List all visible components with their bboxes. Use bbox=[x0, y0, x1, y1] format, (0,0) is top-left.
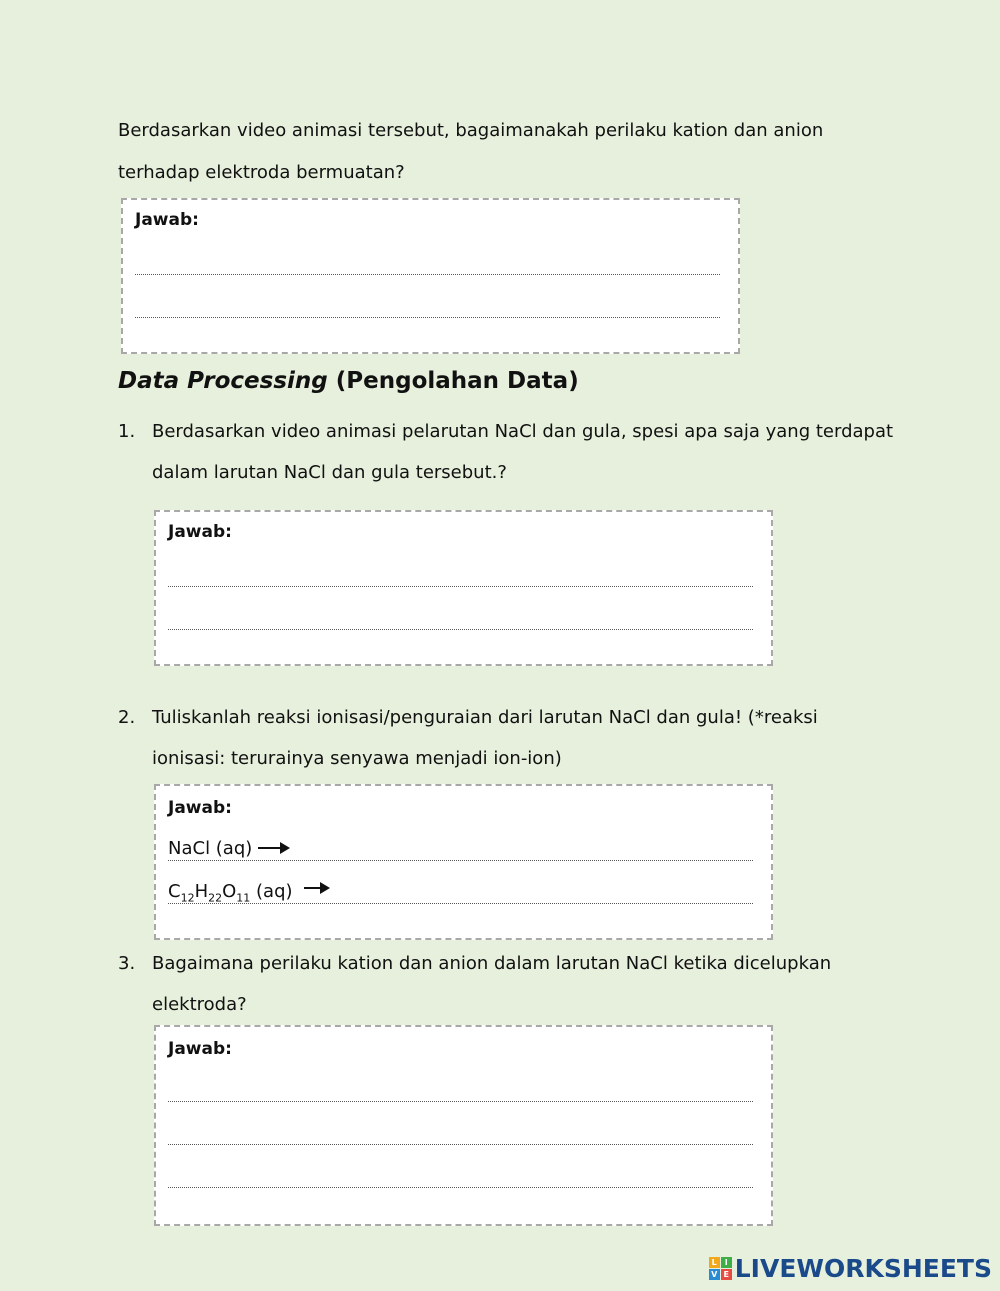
section-title-italic: Data Processing bbox=[118, 368, 328, 394]
section-title bbox=[118, 368, 579, 394]
question-3-answer-box bbox=[154, 1025, 773, 1226]
answer-line bbox=[135, 317, 720, 318]
answer-line bbox=[168, 903, 753, 904]
oxygen-subscript: 11 bbox=[236, 891, 251, 905]
answer-label: Jawab: bbox=[135, 210, 199, 230]
answer-line bbox=[168, 629, 753, 630]
carbon-symbol: C bbox=[168, 881, 181, 902]
hydrogen-subscript: 22 bbox=[208, 891, 223, 905]
question-3-line-2: elektroda? bbox=[152, 994, 247, 1015]
hydrogen-symbol: H bbox=[194, 881, 209, 902]
liveworksheets-logo bbox=[709, 1254, 992, 1283]
question-1-line-1: Berdasarkan video animasi pelarutan NaCl dan gula, spesi apa saja yang terdapat bbox=[152, 421, 894, 442]
carbon-subscript: 12 bbox=[180, 891, 195, 905]
question-1-answer-input-2[interactable] bbox=[168, 605, 753, 629]
intro-question-line-1: Berdasarkan video animasi tersebut, bagaimanakah perilaku kation dan anion bbox=[118, 120, 824, 141]
liveworksheets-logo-icon bbox=[709, 1257, 732, 1280]
logo-icon-letter: E bbox=[721, 1269, 732, 1280]
answer-label: Jawab: bbox=[168, 798, 232, 818]
sugar-reaction-input[interactable] bbox=[338, 879, 753, 903]
answer-line bbox=[168, 586, 753, 587]
intro-question-line-2: terhadap elektroda bermuatan? bbox=[118, 162, 405, 183]
question-2-line-1: Tuliskanlah reaksi ionisasi/penguraian dari larutan NaCl dan gula! (*reaksi bbox=[152, 707, 818, 728]
question-number: 2. bbox=[118, 707, 136, 728]
answer-line bbox=[168, 1144, 753, 1145]
question-3-answer-input-3[interactable] bbox=[168, 1163, 753, 1187]
intro-answer-box bbox=[121, 198, 740, 354]
answer-line bbox=[135, 274, 720, 275]
intro-answer-input-1[interactable] bbox=[135, 250, 720, 274]
reaction-arrow-icon bbox=[304, 887, 328, 889]
logo-icon-letter: I bbox=[721, 1257, 732, 1268]
question-3-answer-input-1[interactable] bbox=[168, 1077, 753, 1101]
question-3-answer-input-2[interactable] bbox=[168, 1120, 753, 1144]
answer-label: Jawab: bbox=[168, 1039, 232, 1059]
sugar-reaction-formula bbox=[168, 881, 293, 905]
question-2-answer-box bbox=[154, 784, 773, 940]
answer-line bbox=[168, 1101, 753, 1102]
question-3-line-1: Bagaimana perilaku kation dan anion dalam larutan NaCl ketika dicelupkan bbox=[152, 953, 832, 974]
question-1-answer-box bbox=[154, 510, 773, 666]
section-title-rest: (Pengolahan Data) bbox=[327, 368, 579, 394]
question-number: 1. bbox=[118, 421, 136, 442]
oxygen-symbol: O bbox=[222, 881, 237, 902]
question-1-line-2: dalam larutan NaCl dan gula tersebut.? bbox=[152, 462, 507, 483]
question-1-answer-input-1[interactable] bbox=[168, 562, 753, 586]
nacl-reaction-input[interactable] bbox=[298, 836, 753, 860]
logo-icon-letter: V bbox=[709, 1269, 720, 1280]
answer-line bbox=[168, 1187, 753, 1188]
logo-text: LIVEWORKSHEETS bbox=[734, 1254, 992, 1283]
answer-line bbox=[168, 860, 753, 861]
answer-label: Jawab: bbox=[168, 522, 232, 542]
state-label: (aq) bbox=[250, 881, 293, 902]
nacl-reaction-formula: NaCl (aq) bbox=[168, 838, 253, 859]
logo-icon-letter: L bbox=[709, 1257, 720, 1268]
question-number: 3. bbox=[118, 953, 136, 974]
question-2-line-2: ionisasi: terurainya senyawa menjadi ion-ion) bbox=[152, 748, 562, 769]
reaction-arrow-icon bbox=[258, 847, 288, 849]
intro-answer-input-2[interactable] bbox=[135, 293, 720, 317]
